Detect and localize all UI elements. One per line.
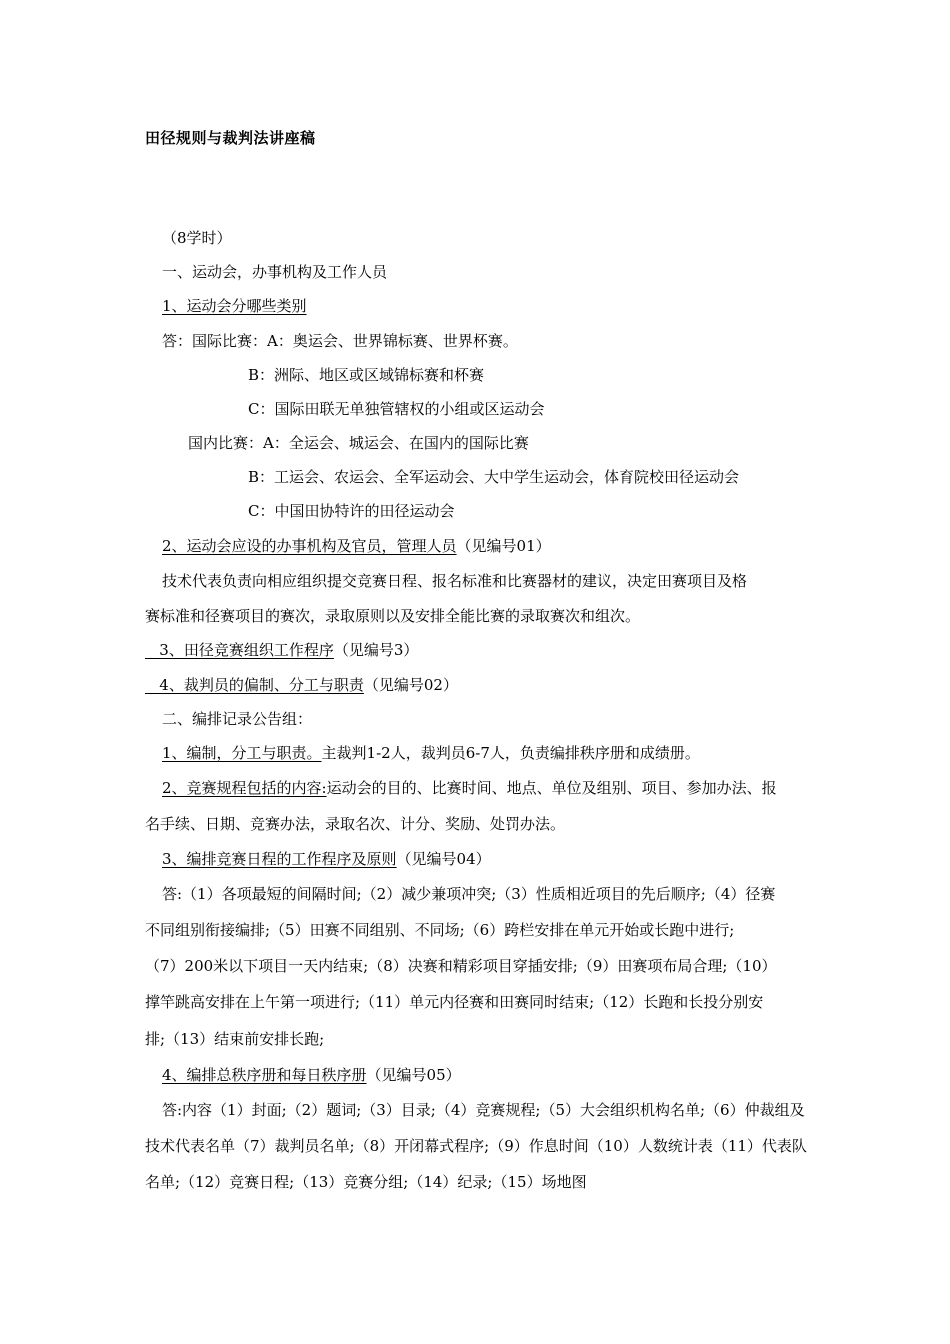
p2-heading: 2、竞赛规程包括的内容: — [162, 779, 327, 797]
q1-domestic-b: B：工运会、农运会、全军运动会、大中学生运动会，体育院校田径运动会 — [248, 468, 740, 486]
q1-intl-c: C：国际田联无单独管辖权的小组或区运动会 — [248, 400, 545, 418]
q4-heading: 4、裁判员的偏制、分工与职责 — [145, 676, 364, 694]
hours-note: （8学时） — [162, 229, 232, 247]
p3-answer-line4: 撑竿跳高安排在上午第一项进行;（11）单元内径赛和田赛同时结束;（12）长跑和长投分别安 — [145, 993, 764, 1011]
p3-answer-line2: 不同组别衔接编排;（5）田赛不同组别、不同场;（6）跨栏安排在单元开始或长跑中进行; — [145, 921, 735, 939]
p4-answer-line3: 名单;（12）竞赛日程;（13）竞赛分组;（14）纪录;（15）场地图 — [145, 1173, 587, 1191]
q4-ref: （见编号02） — [363, 676, 458, 694]
q3-heading: 3、田径竞赛组织工作程序 — [145, 641, 334, 659]
p1-line — [162, 743, 700, 763]
p3-answer-line5: 排;（13）结束前安排长跑; — [145, 1030, 325, 1048]
p3-answer-line1: 答:（1）各项最短的间隔时间;（2）减少兼项冲突;（3）性质相近项目的先后顺序;（4）径赛 — [162, 885, 776, 903]
q4-line — [145, 675, 458, 695]
p4-line — [162, 1065, 461, 1085]
p4-answer-line1: 答:内容（1）封面;（2）题词;（3）目录;（4）竞赛规程;（5）大会组织机构名单;（6）仲裁组及 — [162, 1101, 805, 1119]
p3-heading: 3、编排竞赛日程的工作程序及原则 — [162, 850, 397, 868]
section2-heading: 二、编排记录公告组： — [162, 710, 313, 728]
section1-heading: 一、运动会，办事机构及工作人员 — [162, 263, 388, 281]
q2-paragraph-line2: 赛标准和径赛项目的赛次，录取原则以及安排全能比赛的录取赛次和组次。 — [145, 607, 641, 625]
q1-intl-b: B：洲际、地区或区域锦标赛和杯赛 — [248, 366, 485, 384]
p3-answer-line3: （7）200米以下项目一天内结束;（8）决赛和精彩项目穿插安排;（9）田赛项布局合理;（10） — [145, 957, 777, 975]
p1-heading: 1、编制，分工与职责。 — [162, 744, 322, 762]
p4-heading: 4、编排总秩序册和每日秩序册 — [162, 1066, 367, 1084]
q1-domestic-a: 国内比赛：A：全运会、城运会、在国内的国际比赛 — [188, 434, 529, 452]
q1-domestic-c: C：中国田协特许的田径运动会 — [248, 502, 455, 520]
q1-heading: 1、运动会分哪些类别 — [162, 297, 307, 315]
p4-ref: （见编号05） — [366, 1066, 461, 1084]
p1-text: 主裁判1-2人，裁判员6-7人，负责编排秩序册和成绩册。 — [321, 744, 700, 762]
p3-line — [162, 849, 491, 869]
p4-answer-line2: 技术代表名单（7）裁判员名单;（8）开闭幕式程序;（9）作息时间（10）人数统计表（11）代表队 — [145, 1137, 807, 1155]
q2-ref: （见编号01） — [456, 537, 551, 555]
q2-heading: 2、运动会应设的办事机构及官员，管理人员 — [162, 537, 457, 555]
q1-answer-intl: 答：国际比赛：A：奥运会、世界锦标赛、世界杯赛。 — [162, 332, 518, 350]
q3-line — [145, 640, 418, 660]
q2-paragraph-line1: 技术代表负责向相应组织提交竞赛日程、报名标准和比赛器材的建议，决定田赛项目及格 — [162, 572, 748, 590]
document-title: 田径规则与裁判法讲座稿 — [145, 129, 316, 147]
p2-line1 — [162, 778, 777, 798]
q3-ref: （见编号3） — [333, 641, 419, 659]
p2-text-line2: 名手续、日期、竞赛办法，录取名次、计分、奖励、处罚办法。 — [145, 815, 566, 833]
p2-text-line1: 运动会的目的、比赛时间、地点、单位及组别、项目、参加办法、报 — [326, 779, 777, 797]
q2-line — [162, 536, 551, 556]
p3-ref: （见编号04） — [396, 850, 491, 868]
